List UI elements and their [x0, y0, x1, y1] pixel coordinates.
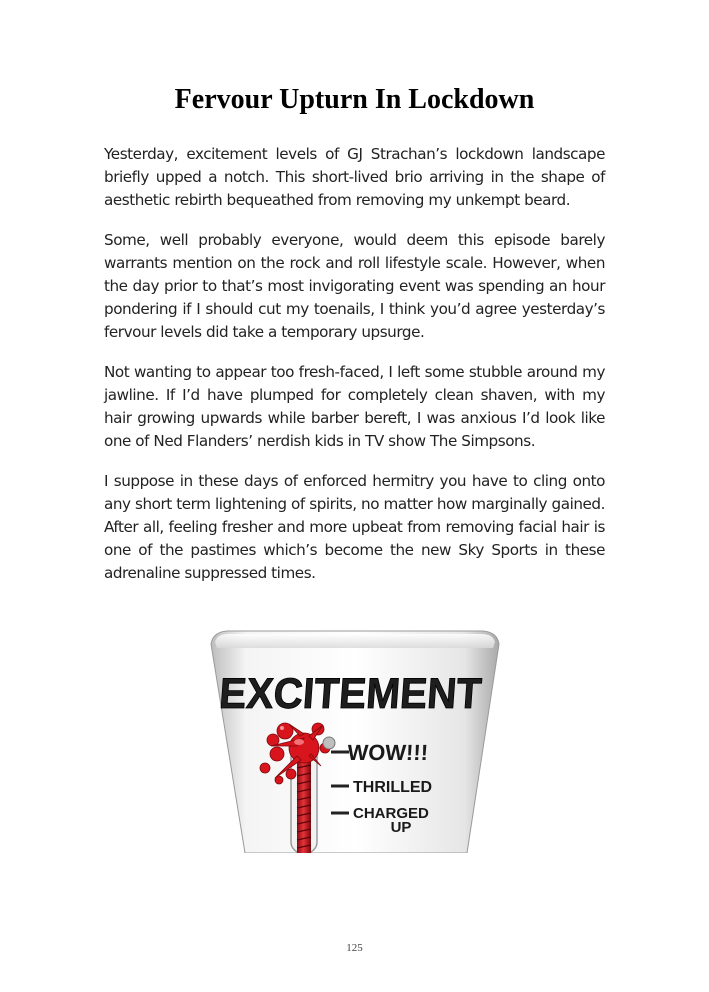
level-label-charged: CHARGED: [353, 805, 429, 822]
page-title: Fervour Upturn In Lockdown: [174, 84, 535, 115]
level-label-wow: WOW!!!: [346, 740, 429, 765]
excitement-thermometer-image: [205, 628, 505, 853]
level-label-thrilled: THRILLED: [353, 779, 433, 796]
paragraph: Some, well probably everyone, would deem this episode barely warrants mention on the rock and roll lifestyle scale. However, when the day prior to that’s most invigorating event was spending an hour pondering if I should cut my toenails, I think you’d agree yesterday’s fervour levels did take a temporary upsurge.: [104, 231, 605, 341]
gear-icon: [323, 737, 335, 749]
paragraph: Yesterday, excitement levels of GJ Strachan’s lockdown landscape briefly upped a notch. This short-lived brio arriving in the shape of aesthetic rebirth bequeathed from removing my unkempt beard.: [104, 145, 605, 209]
paragraph: I suppose in these days of enforced hermitry you have to cling onto any short term lightening of spirits, no matter how marginally gained. After all, feeling fresher and more upbeat from removing facial hair is one of the pastimes which’s become the new Sky Sports in these adrenaline suppressed times.: [104, 472, 605, 582]
article-body: [104, 143, 605, 602]
excitement-heading: EXCITEMENT: [217, 670, 499, 718]
paragraph: Not wanting to appear too fresh-faced, I left some stubble around my jawline. If I’d have plumped for completely clean shaven, with my hair growing upwards while barber bereft, I was anxious I’d look like one of Ned Flanders’ nerdish kids in TV show The Simpsons.: [104, 363, 605, 450]
level-label-up: UP: [390, 819, 412, 836]
page-number: 125: [346, 942, 363, 954]
